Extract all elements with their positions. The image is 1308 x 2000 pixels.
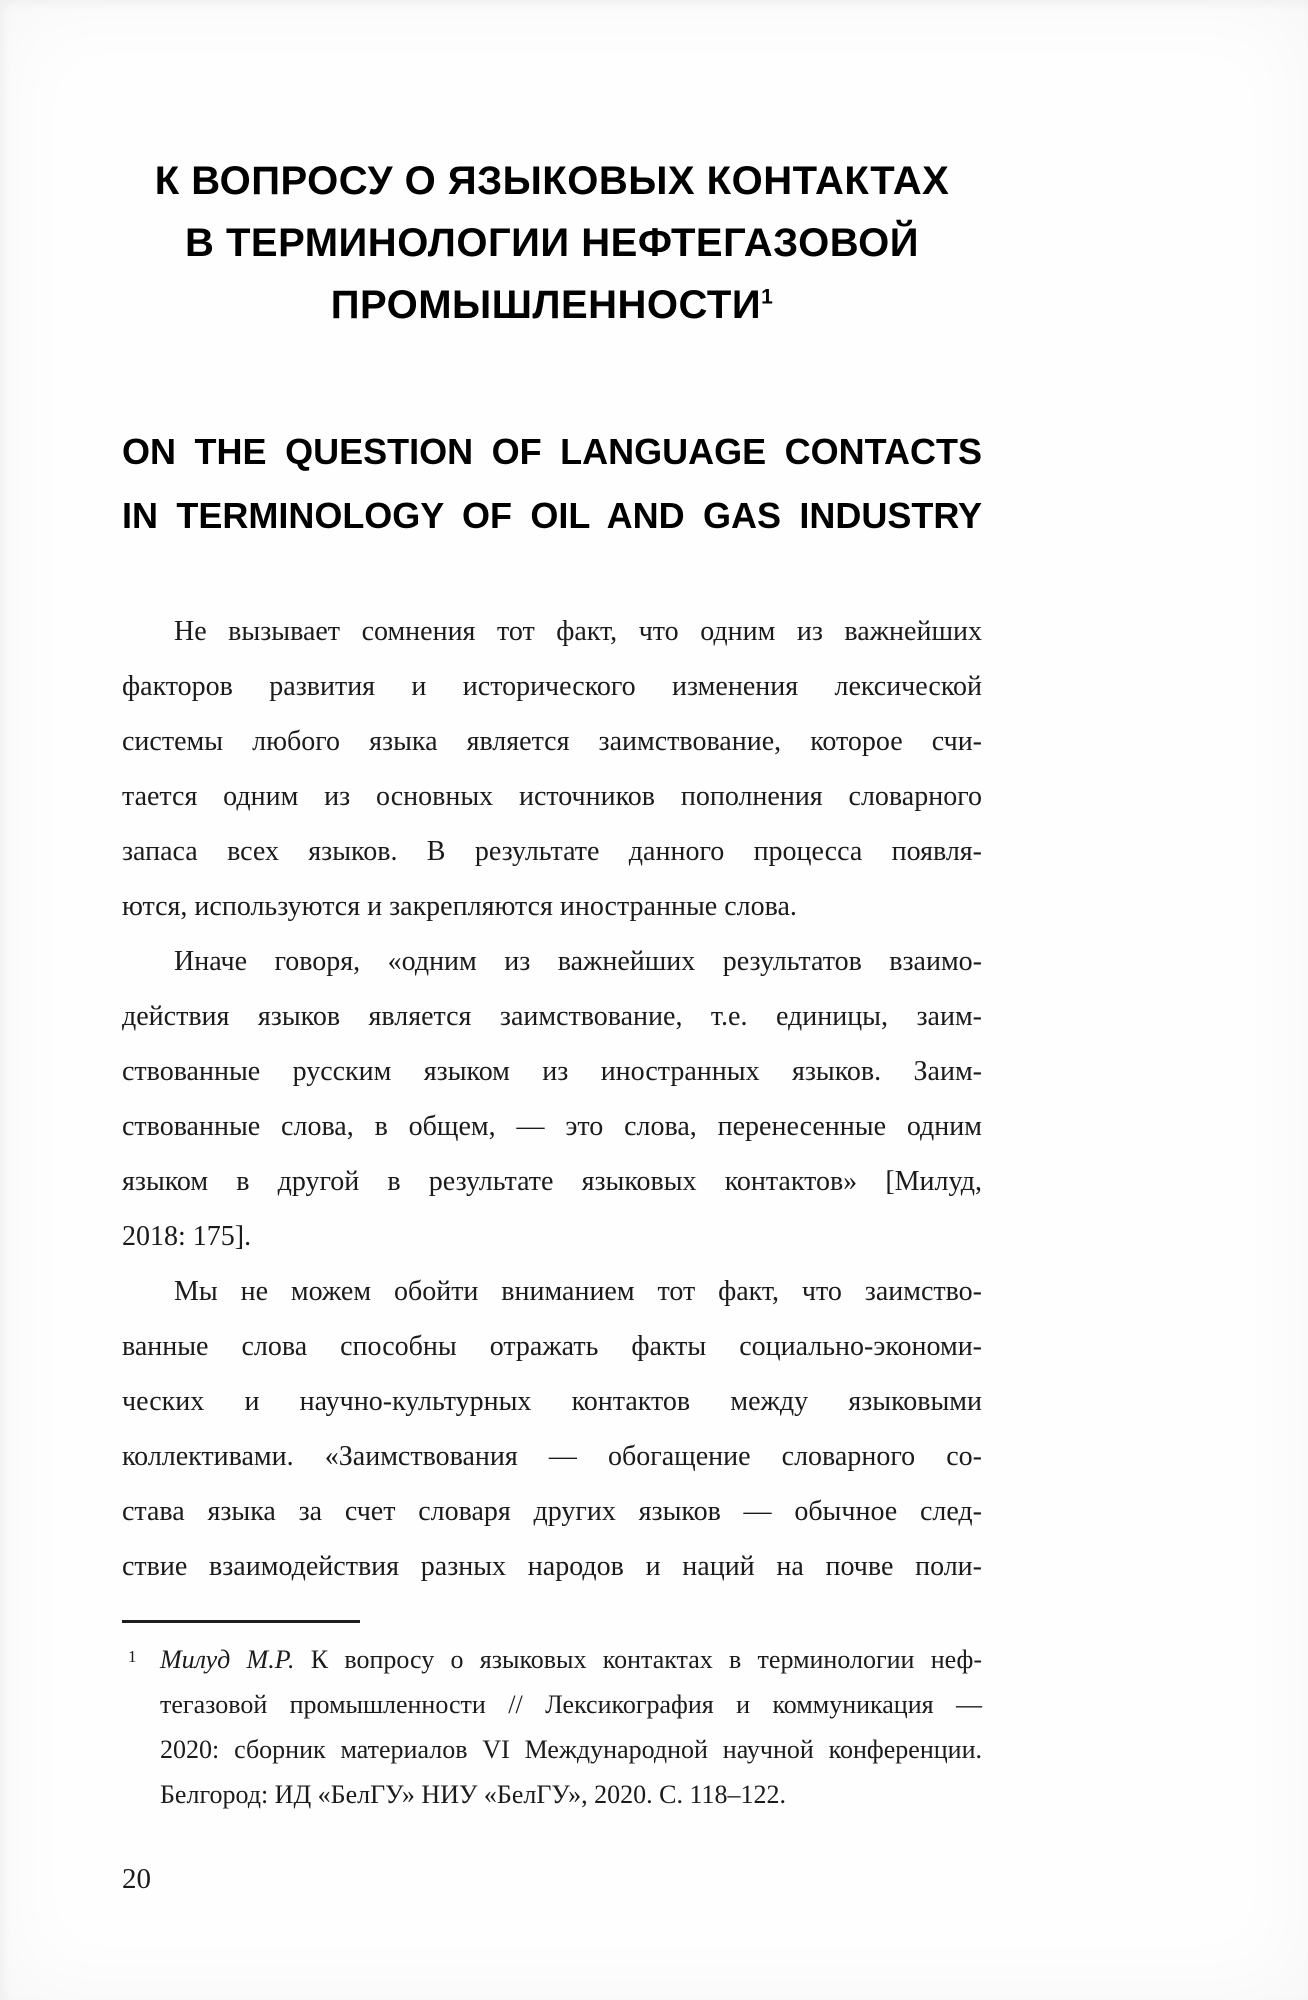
paragraph-2 <box>122 934 982 1264</box>
paragraph-1 <box>122 604 982 934</box>
title-en-line-2: IN TERMINOLOGY OF OIL AND GAS INDUSTRY <box>122 495 982 536</box>
page-content <box>122 150 982 1896</box>
page-title-russian <box>122 150 982 336</box>
footnote-line <box>160 1637 982 1682</box>
footnote-line: тегазовой промышленности // Лексикография и коммуникация — <box>160 1690 982 1719</box>
body-line: коллективами. «Заимствования — обогащение словарного со- <box>122 1441 982 1472</box>
page-number: 20 <box>122 1863 151 1895</box>
body-line: Иначе говоря, «одним из важнейших результатов взаимо- <box>174 946 982 977</box>
page-title-english <box>122 420 982 548</box>
footnote-line: 2020: сборник материалов VI Международной научной конференции. <box>160 1735 982 1764</box>
title-footnote-reference: 1 <box>761 285 774 309</box>
body-text <box>122 604 982 1594</box>
body-line: запаса всех языков. В результате данного процесса появля- <box>122 836 982 867</box>
footnote-line-1-text: К вопросу о языковых контактах в терминологии неф- <box>310 1645 983 1674</box>
body-line: ствованные слова, в общем, — это слова, перенесенные одним <box>122 1111 982 1142</box>
body-line: тается одним из основных источников пополнения словарного <box>122 781 982 812</box>
footnote <box>122 1637 982 1817</box>
title-en-line-1: ON THE QUESTION OF LANGUAGE CONTACTS <box>122 431 982 472</box>
paragraph-3 <box>122 1264 982 1594</box>
body-line: ствованные русским языком из иностранных языков. Заим- <box>122 1056 982 1087</box>
title-ru-line-2: В ТЕРМИНОЛОГИИ НЕФТЕГАЗОВОЙ <box>184 221 920 265</box>
body-line: языком в другой в результате языковых контактов» [Милуд, <box>122 1166 982 1197</box>
body-line: ются, используются и закрепляются иностранные слова. <box>122 891 797 922</box>
body-line: системы любого языка является заимствование, которое счи- <box>122 726 982 757</box>
footnote-rule <box>122 1620 360 1623</box>
body-line: ческих и научно-культурных контактов между языковыми <box>122 1386 982 1417</box>
footnote-marker: 1 <box>128 1647 137 1666</box>
body-line: факторов развития и исторического изменения лексической <box>122 671 982 702</box>
title-ru-line-1: К ВОПРОСУ О ЯЗЫКОВЫХ КОНТАКТАХ <box>154 159 950 203</box>
title-ru-line-3 <box>122 274 982 336</box>
footnote-line: Белгород: ИД «БелГУ» НИУ «БелГУ», 2020. С. 118–122. <box>160 1780 787 1809</box>
body-line: действия языков является заимствование, т.е. единицы, заим- <box>122 1001 982 1032</box>
body-line: ствие взаимодействия разных народов и наций на почве поли- <box>122 1551 982 1582</box>
body-line: става языка за счет словаря других языков — обычное след- <box>122 1496 982 1527</box>
body-line: Мы не можем обойти вниманием тот факт, что заимство- <box>174 1276 982 1307</box>
body-line: ванные слова способны отражать факты социально-экономи- <box>122 1331 982 1362</box>
body-line: Не вызывает сомнения тот факт, что одним из важнейших <box>174 616 982 647</box>
title-ru-line-3-text: ПРОМЫШЛЕННОСТИ <box>330 283 762 327</box>
body-line: 2018: 175]. <box>122 1221 252 1252</box>
footnote-author: Милуд М.Р. <box>160 1645 295 1674</box>
